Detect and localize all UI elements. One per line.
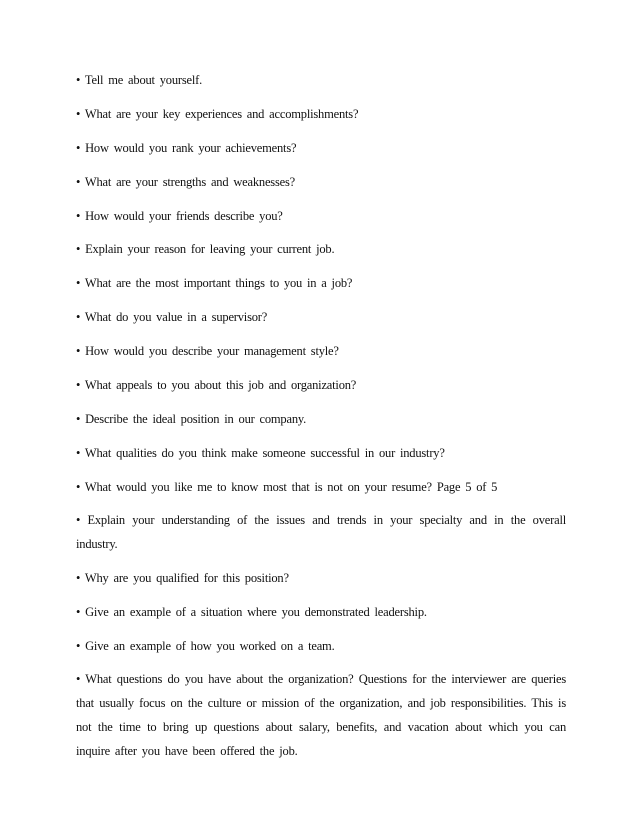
list-item: • Give an example of how you worked on a team. (76, 638, 335, 653)
list-item: • Why are you qualified for this position? (76, 570, 289, 585)
list-item: • Tell me about yourself. (76, 73, 203, 87)
list-item: • What questions do you have about the organization? Questions for the interviewer are queries that usually focus on the culture or mission of the organization, and job responsibilities. This is not the time to bring up questions about salary, benefits, and vacation about which you can inquire after you have been offered the job. (76, 671, 566, 758)
list-item: • What would you like me to know most that is not on your resume? Page 5 of 5 (76, 479, 498, 494)
list-item: • What do you value in a supervisor? (76, 310, 268, 325)
list-item: • What qualities do you think make someone successful in our industry? (76, 445, 445, 460)
list-item: • How would your friends describe you? (76, 208, 283, 223)
list-item: • What are your strengths and weaknesses? (76, 174, 295, 189)
list-item: • Explain your understanding of the issues and trends in your specialty and in the overall industry. (76, 512, 566, 551)
list-item: • What appeals to you about this job and organization? (76, 378, 357, 393)
list-item: • Explain your reason for leaving your current job. (76, 242, 335, 257)
list-item: • Give an example of a situation where you demonstrated leadership. (76, 604, 427, 619)
list-item: • How would you describe your management style? (76, 344, 339, 359)
list-item: • How would you rank your achievements? (76, 140, 297, 155)
list-item: • What are the most important things to you in a job? (76, 276, 353, 291)
list-item: • What are your key experiences and accomplishments? (76, 106, 359, 121)
list-item: • Describe the ideal position in our company. (76, 411, 307, 426)
question-list (76, 70, 566, 776)
